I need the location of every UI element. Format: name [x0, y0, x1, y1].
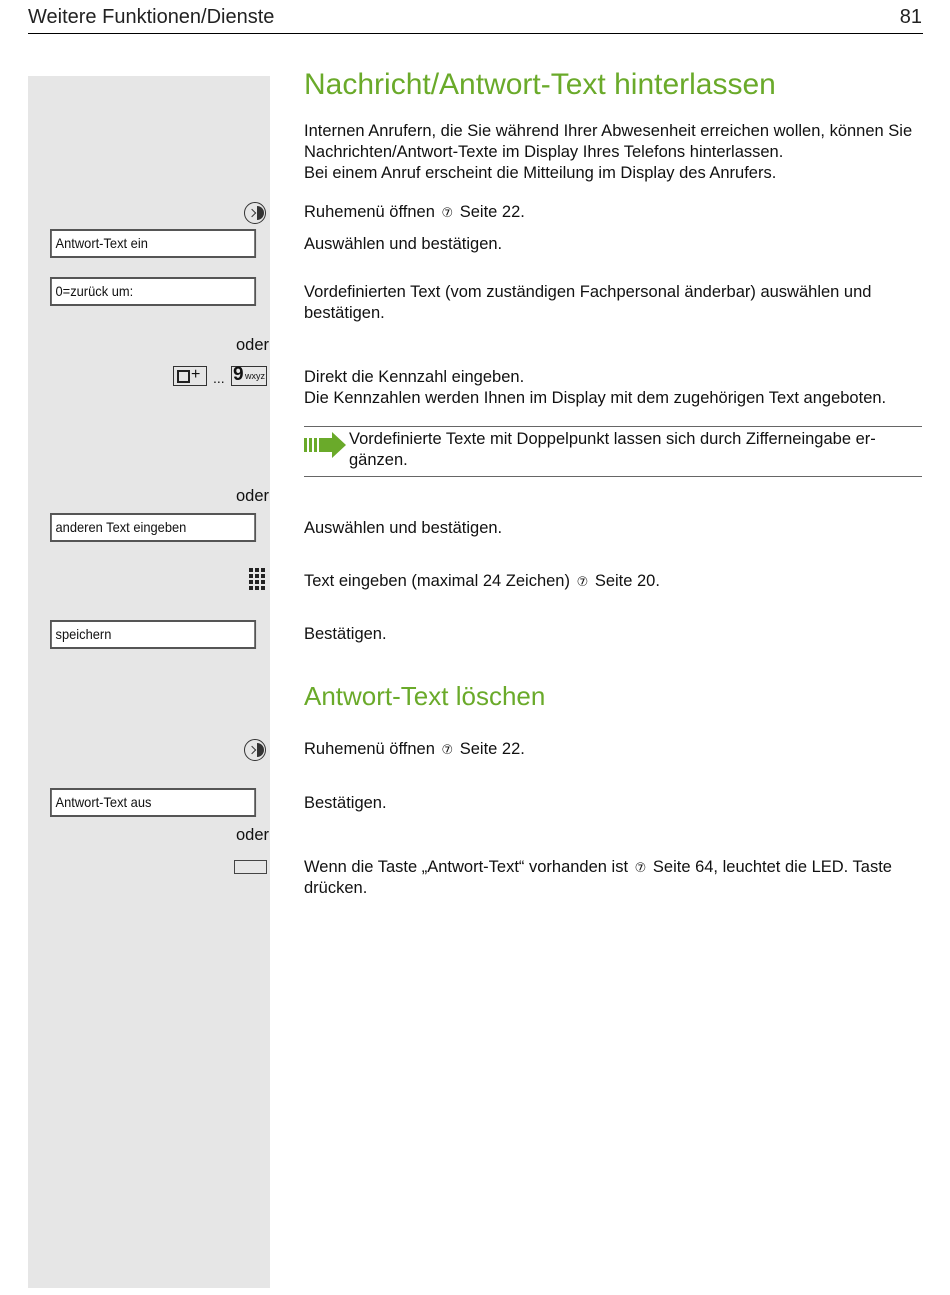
intro-line-2: Bei einem Anruf erscheint die Mitteilung im Display des Anrufers. — [304, 164, 777, 182]
step-enter-text: Text eingeben (maximal 24 Zeichen) ⑦ Seite 20. — [304, 572, 660, 590]
keypad-icon — [249, 568, 267, 594]
softkey-zurueck-um[interactable]: 0=zurück um: — [50, 277, 256, 306]
key-range-dots: ... — [213, 370, 225, 386]
section-heading: Nachricht/Antwort-Text hinterlassen — [304, 68, 776, 101]
page-number: 81 — [899, 6, 922, 28]
navigation-key-icon — [244, 202, 266, 224]
header-rule — [28, 33, 923, 34]
step-enter-code: Direkt die Kennzahl eingeben. Die Kennzahlen werden Ihnen im Display mit dem zugehörigen Text angeboten. — [304, 368, 887, 407]
note-text: Vordefinierte Texte mit Doppelpunkt lassen sich durch Zifferneingabe er-gänzen. — [349, 430, 876, 469]
step-open-idle-menu: Ruhemenü öffnen ⑦ Seite 22. — [304, 203, 525, 221]
step-confirm: Bestätigen. — [304, 625, 387, 643]
oder-label: oder — [235, 487, 269, 505]
page-ref-link[interactable]: Seite 22. — [459, 740, 525, 758]
intro-text — [304, 121, 929, 184]
page-ref-icon: ⑦ — [441, 205, 454, 220]
page-ref-icon: ⑦ — [441, 742, 454, 757]
page-ref-link[interactable]: Seite 22. — [459, 203, 525, 221]
step-select-predefined: Vordefinierten Text (vom zuständigen Fachpersonal änderbar) auswählen und bestätigen. — [304, 283, 872, 322]
page-ref-link[interactable]: Seite 20. — [594, 572, 660, 590]
step-press-key: Wenn die Taste „Antwort-Text“ vorhanden ist ⑦ Seite 64, leuchtet die LED. Taste drücken. — [304, 858, 892, 897]
note-rule-top — [304, 426, 922, 427]
softkey-anderen-text-eingeben[interactable]: anderen Text eingeben — [50, 513, 256, 542]
step-select-confirm: Auswählen und bestätigen. — [304, 235, 503, 253]
navigation-key-icon — [244, 739, 266, 761]
page-ref-icon: ⑦ — [634, 860, 647, 875]
note-rule-bottom — [304, 476, 922, 477]
intro-line-1: Internen Anrufern, die Sie während Ihrer Abwesenheit erreichen wollen, können Sie Nachrichten/Antwort-Texte im Display Ihres Telefons hinterlassen. — [304, 122, 913, 161]
function-key-icon[interactable] — [234, 860, 267, 874]
key-0-icon[interactable]: + — [173, 366, 207, 386]
page-header-title: Weitere Funktionen/Dienste — [28, 6, 275, 28]
page-ref-icon: ⑦ — [576, 574, 589, 589]
step-open-idle-menu-2: Ruhemenü öffnen ⑦ Seite 22. — [304, 740, 525, 758]
softkey-antwort-text-ein[interactable]: Antwort-Text ein — [50, 229, 256, 258]
softkey-speichern[interactable]: speichern — [50, 620, 256, 649]
softkey-antwort-text-aus[interactable]: Antwort-Text aus — [50, 788, 256, 817]
step-select-confirm-2: Auswählen und bestätigen. — [304, 519, 503, 537]
step-confirm-2: Bestätigen. — [304, 794, 387, 812]
key-9-icon[interactable]: 9 wxyz — [233, 364, 265, 385]
oder-label: oder — [235, 826, 269, 844]
note-arrow-icon — [304, 432, 346, 458]
oder-label: oder — [235, 336, 269, 354]
section-heading-delete: Antwort-Text löschen — [304, 681, 546, 711]
key-9-letters: wxyz — [245, 371, 265, 381]
